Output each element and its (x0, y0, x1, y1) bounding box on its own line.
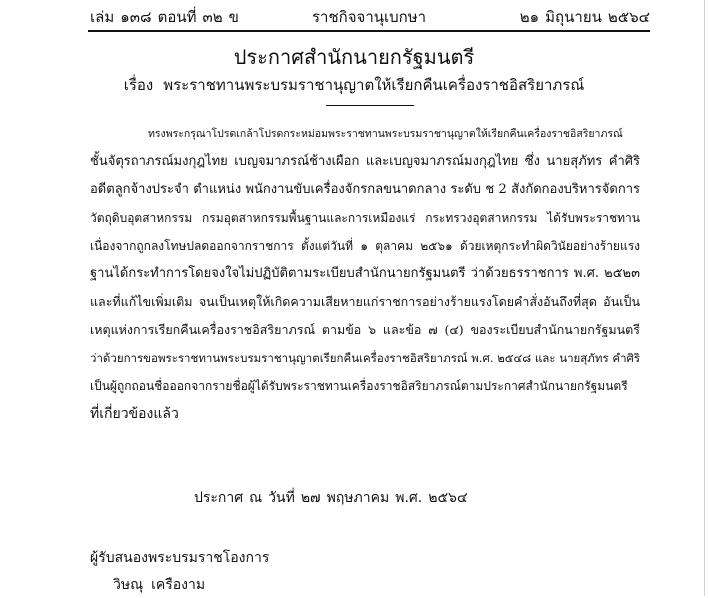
section-type: ข (228, 8, 239, 26)
header-date (514, 3, 650, 31)
header-divider (88, 30, 650, 32)
subject-label: เรื่อง (123, 76, 154, 94)
section-label: ตอนที่ (157, 8, 197, 26)
sign-month: พฤษภาคม (326, 490, 390, 506)
header-month: มิถุนายน (545, 8, 602, 26)
signer-name (113, 572, 213, 598)
body-line: ฐานได้กระทำการโดยจงใจไม่ปฏิบัติตามระเบียบสำนักนายกรัฐมนตรี ว่าด้วยธรราชการ พ.ศ. ๒๕๒๓ (90, 266, 640, 281)
body-line: ที่เกี่ยวข้องแล้ว (90, 406, 179, 422)
announced-word: ประกาศ (194, 490, 244, 506)
body-line: อดีตลูกจ้างประจำ ตำแหน่ง พนักงานขับเครื่องจักรกลขนาดกลาง ระดับ ช 2 สังกัดกองบริหารจัดการ (90, 182, 640, 197)
announcement-date (194, 485, 474, 511)
sign-year: ๒๕๖๔ (428, 490, 468, 506)
body-line: ชั้นจัตุรถาภรณ์มงกุฎไทย เบญจมาภรณ์ช้างเผือก และเบญจมาภรณ์มงกุฎไทย ซึ่ง นายสุภัทร คำศิริ (90, 154, 640, 169)
volume-number: ๑๓๘ (120, 8, 152, 26)
body-line: และที่แก้ไขเพิ่มเติม จนเป็นเหตุให้เกิดความเสียหายแก่ราชการอย่างร้ายแรงโดยคำสั่งอันถึงที่สุด อันเป็น (90, 294, 640, 309)
title-divider (326, 105, 414, 106)
sign-era: พ.ศ. (395, 490, 423, 506)
announcement-body (90, 120, 640, 428)
signer-last-name: เครืองาม (151, 577, 206, 593)
subject-text: พระราชทานพระบรมราชานุญาตให้เรียกคืนเครื่องราชอิสริยาภรณ์ (163, 76, 585, 94)
sign-day: ๒๗ (300, 490, 321, 506)
signer-first-name: วิษณุ (113, 577, 144, 593)
header-day: ๒๑ (519, 8, 540, 26)
header-year: ๒๕๖๔ (607, 8, 650, 26)
body-line: ทรงพระกรุณาโปรดเกล้าโปรดกระหม่อมพระราชทานพระบรมราชานุญาตให้เรียกคืนเครื่องราชอิสริยาภรณ์ (148, 128, 623, 140)
header-volume-section (90, 3, 245, 31)
body-line: ว่าด้วยการขอพระราชทานพระบรมราชานุญาตเรียกคืนเครื่องราชอิสริยาภรณ์ พ.ศ. ๒๕๔๘ และ นายสุภัทร คำศิริ (90, 351, 640, 365)
at-word: ณ (249, 490, 263, 506)
day-label: วันที่ (268, 490, 295, 506)
body-line: เนื่องจากถูกลงโทษปลดออกจากราชการ ตั้งแต่วันที่ ๑ ตุลาคม ๒๕๖๑ ด้วยเหตุกระทำผิดวินัยอย่างร้ายแรง (90, 239, 640, 253)
body-line: วัตถุดิบอุตสาหกรรม กรมอุตสาหกรรมพื้นฐานและการเหมืองแร่ กระทรวงอุตสาหกรรม ได้รับพระราชทาน (90, 211, 640, 225)
announcement-title: ประกาศสำนักนายกรัฐมนตรี (233, 45, 475, 69)
countersign-title: ผู้รับสนองพระบรมราชโองการ (90, 550, 270, 566)
publication-name: ราชกิจจานุเบกษา (312, 8, 427, 26)
body-line: เหตุแห่งการเรียกคืนเครื่องราชอิสริยาภรณ์ ตามข้อ ๖ และข้อ ๗ (๔) ของระเบียบสำนักนายกรัฐมนตรี (90, 322, 640, 337)
volume-label: เล่ม (90, 8, 115, 26)
announcement-subject (0, 72, 708, 98)
body-line: เป็นผู้ถูกถอนชื่อออกจากรายชื่อผู้ได้รับพระราชทานเครื่องราชอิสริยาภรณ์ตามประกาศสำนักนายกรัฐมนตรี (90, 379, 628, 393)
gazette-header (90, 3, 650, 31)
section-number: ๓๒ (202, 8, 223, 26)
